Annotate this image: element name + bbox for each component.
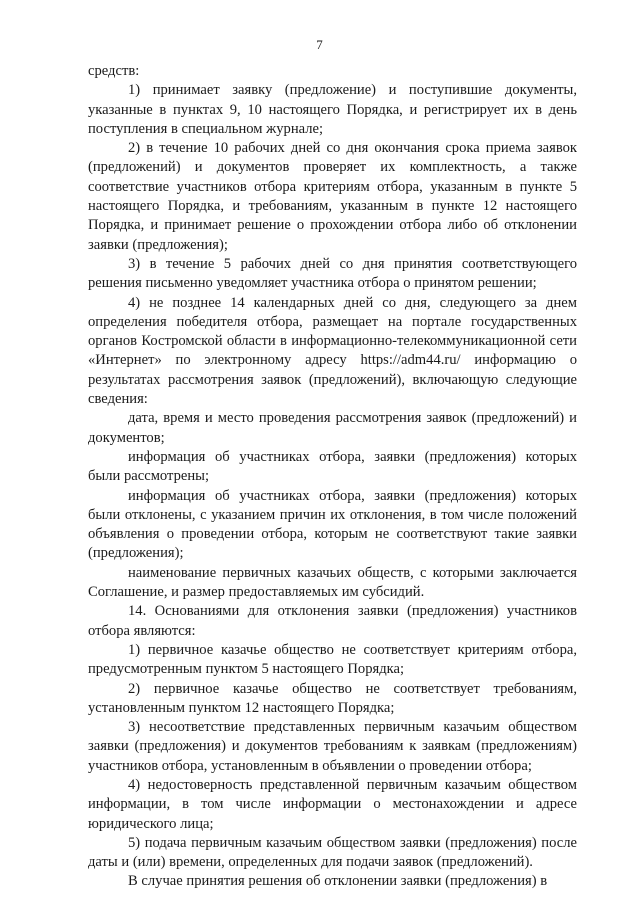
paragraph-info-rejected: информация об участниках отбора, заявки (предложения) которых были отклонены, с указанием причин их отклонения, в том числе положений объявления о проведении отбора, которым не соответствуют такие заявки (предложения);: [88, 487, 577, 562]
paragraph-reason-5: 5) подача первичным казачьим обществом заявки (предложения) после даты и (или) времени, определенных для подачи заявок (предложений).: [88, 834, 577, 871]
paragraph-reason-4: 4) недостоверность представленной первичным казачьим обществом информации, в том числе информации о местонахождении и адресе юридического лица;: [88, 776, 577, 832]
paragraph-item-4-publish: 4) не позднее 14 календарных дней со дня, следующего за днем определения победителя отбора, размещает на портале государственных органов Костромской области в информационно-телекоммуникационной сети «Интернет» по электронному адресу https://adm44.ru/ информацию о результатах рассмотрения заявок (предложений), включающую следующие сведения:: [88, 294, 577, 408]
paragraph-item-2-check: 2) в течение 10 рабочих дней со дня окончания срока приема заявок (предложений) и документов проверяет их комплектность, а также соответствие участников отбора критериям отбора, указанным в пункте 5 настоящего Порядка, и требованиям, указанным в пункте 12 настоящего Порядка, и принимает решение о прохождении отбора либо об отклонении заявки (предложения);: [88, 140, 577, 253]
paragraph-continuation: средств:: [88, 63, 140, 79]
paragraph-item-3-notify: 3) в течение 5 рабочих дней со дня принятия соответствующего решения письменно уведомляет участника отбора о принятом решении;: [88, 255, 577, 292]
paragraph-section-14: 14. Основаниями для отклонения заявки (предложения) участников отбора являются:: [88, 603, 577, 639]
paragraph-reason-3: 3) несоответствие представленных первичным казачьим обществом заявки (предложения) и документов требованиям к заявкам (предложениям) участников отбора, установленным в объявлении о проведении отбора;: [88, 719, 577, 774]
paragraph-item-1-register: 1) принимает заявку (предложение) и поступившие документы, указанные в пунктах 9, 10 настоящего Порядка, и регистрирует их в день поступления в специальном журнале;: [88, 82, 577, 137]
document-body: [88, 62, 577, 892]
paragraph-reason-1: 1) первичное казачье общество не соответствует критериям отбора, предусмотренным пунктом 5 настоящего Порядка;: [88, 641, 577, 678]
paragraph-rejection-case: В случае принятия решения об отклонении заявки (предложения) в: [128, 873, 548, 890]
paragraph-info-reviewed: информация об участниках отбора, заявки (предложения) которых были рассмотрены;: [88, 448, 577, 485]
page-number: 7: [316, 37, 323, 52]
paragraph-info-date-place: дата, время и место проведения рассмотрения заявок (предложений) и документов;: [88, 410, 577, 446]
paragraph-reason-2: 2) первичное казачье общество не соответствует требованиям, установленным пунктом 12 настоящего Порядка;: [88, 680, 577, 716]
paragraph-info-agreements: наименование первичных казачьих обществ, с которыми заключается Соглашение, и размер предоставляемых им субсидий.: [88, 564, 577, 601]
